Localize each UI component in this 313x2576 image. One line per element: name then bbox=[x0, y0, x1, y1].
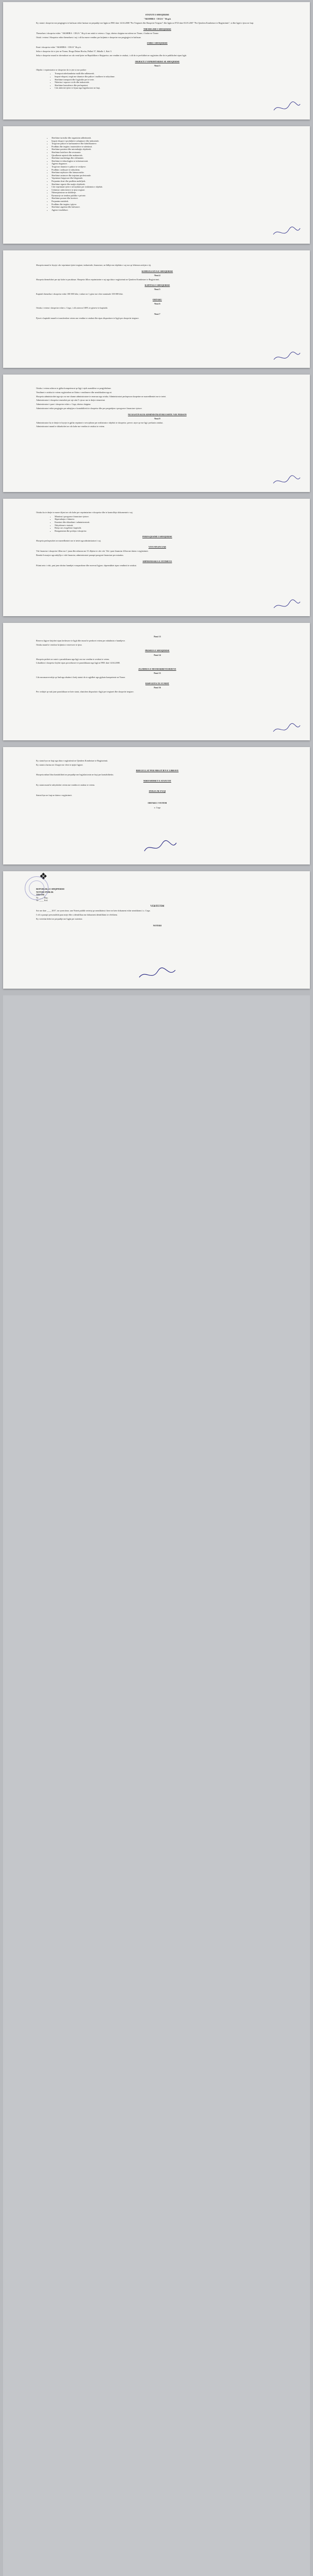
paragraph: Shoqeria perfaqesohet ne marredheniet me te tretet nga administratori i saj. bbox=[36, 539, 101, 543]
country-name: REPUBLIKA E SHQIPERISE bbox=[36, 888, 65, 890]
list-item: • Sherbime transporti dhe logjistike per te trete. bbox=[55, 78, 278, 81]
paragraph: Administratori i shoqerise emerohet per nje afat 5 vjecar me te drejte riemerimi. bbox=[36, 399, 106, 402]
document-page-6 bbox=[3, 623, 310, 740]
article-number: Neni 9 bbox=[154, 417, 160, 420]
paragraph: Shoqeria mban libra kontabiliteti ne perputhje me legjislacionin ne fuqi per kontabilitetin. bbox=[36, 773, 114, 776]
section-heading: VITI FINANCIAR bbox=[148, 546, 167, 549]
paragraph: Administratori ka te drejte te kryeje te gjitha veprimet e nevojshme per realizimin e objektit te shoqerise, pervec atyre qe me ligj i perkasin ortakut. bbox=[36, 421, 163, 424]
paragraph: Kapitali themeltar i shoqerise eshte 100 000 leke, i ndare ne 1 pjese me vlere nominale 100 000 leke. bbox=[36, 292, 124, 295]
section-heading: PERFAQESIMI I SHOQERISE bbox=[142, 535, 172, 538]
paragraph: Emri i shoqerise eshte "AKSHIRA - CEGA" Sh.p.k. bbox=[36, 46, 81, 49]
list-item: • Pjesmarrje ne tendera publike e private. bbox=[52, 194, 278, 197]
article-number: Neni 5 bbox=[154, 288, 160, 291]
document-page-5 bbox=[3, 499, 310, 616]
section-heading: NE RASTIN KUR ADMINISTRATORI ESHTE NJE PERSON bbox=[128, 413, 187, 416]
article-number: Neni 13 bbox=[154, 635, 161, 638]
signatory-name: z. Cega bbox=[154, 806, 161, 809]
list-item: • Ushtrimi i aktiviteteve te tjera tregtare. bbox=[52, 189, 278, 192]
paragraph: I cili u paraqit personalisht para meje dhe u identifikua me dokument identifikimi te vlefshem. bbox=[36, 913, 118, 916]
paragraph: Selia e shoqerise mund te zhvendoset ne cdo vend tjeter ne Republiken e Shqiperise, me vendim te ortakut, i cili do te perfshihet ne regjistrim dhe do te publikohet sipas ligjit. bbox=[36, 54, 187, 57]
list-item: • Sherbime turistike dhe organizim udhetimesh. bbox=[52, 137, 278, 140]
paragraph: Sot me date ____ 2017, ne zyren time, une Noteri publik vertetoj qe nenshkrimi i bere ne kete dokument eshte nenshkrimi i z. Cega. bbox=[36, 909, 151, 912]
paragraph: Statuti hyn ne fuqi ne daten e regjistrimit. bbox=[36, 793, 72, 796]
section-heading: OBJEKTI I VEPRIMTARISE SE SHOQERISE bbox=[135, 60, 180, 63]
document-page-2 bbox=[3, 126, 310, 244]
article-number: Neni 6 bbox=[154, 302, 160, 306]
list-item: • Sherbime te teknologjise se informacionit. bbox=[52, 160, 278, 163]
paragraph: Rezerva ligjore krijohet sipas kerkesave te ligjit dhe mund te perdoret vetem per mbulimin e humbjeve. bbox=[36, 639, 126, 642]
company-name-header: "AKSHIRA - CEGA " Sh.p.k bbox=[143, 18, 171, 21]
section-heading: PRISHJA E SHOQERISE bbox=[145, 649, 170, 652]
blank-page-area bbox=[3, 995, 310, 2576]
paragraph: Ortaku ka te drejte te marre dijeni ne cdo kohe per veprimtarine e shoqerise dhe te kontrolloje dokumentet e saj. bbox=[36, 511, 133, 514]
paragraph: Shoqeria administrohet nga nje ose me shume administratore te emeruar nga ortaku. Administratori perfaqeson shoqerine ne marredheniet me te tretet. bbox=[36, 395, 167, 398]
document-page-1 bbox=[3, 2, 310, 120]
paragraph: Themelues i shoqerise eshte: "AKSHIRA - CEGA " Sh.p.k me ortak te vetem z. Cega, shtetas shqiptar me adrese ne Tirane, i lindur ne Tirane. bbox=[36, 31, 159, 35]
list-item: • Prodhim dhe tregtim i materialeve te ndertimit. bbox=[52, 145, 278, 148]
paragraph: Ortaku i vetem ushtron te gjitha kompetencat qe ligji i njeh asamblese se pergjithshme. bbox=[36, 387, 111, 389]
list-item: • Transport nderkombetar malli dhe udhetaresh. bbox=[55, 72, 278, 75]
paragraph: Objekti i veprimtarise se shoqerise do te jete si me poshte: bbox=[36, 68, 87, 71]
paragraph: Per ceshtjet qe nuk jane parashikuar ne kete statut, zbatohen dispozitat e ligjit per tregtaret dhe shoqerite tregtare. bbox=[36, 690, 134, 693]
list-item: • Sherbime mjeksore dhe farmaceutike. bbox=[52, 171, 278, 174]
paragraph: Cdo mosmarreveshje qe lind nga zbatimi i ketij statuti do te zgjidhet nga gjykata kompetente ne Tirane. bbox=[36, 676, 126, 679]
list-item: • Shperndarja e fitimeve. bbox=[55, 518, 278, 521]
paragraph: Likuidimi i shoqerise kryhet sipas procedurave te parashikuara nga ligji nr.9901 date 14.04.2008. bbox=[36, 662, 120, 665]
paragraph: Ky statut u hartua ne 4 kopje me vlere te njejte ligjore. bbox=[36, 763, 84, 766]
list-item: • Sherbime arsimore dhe trajnime profesionale. bbox=[52, 174, 278, 177]
signature-mark bbox=[271, 598, 302, 613]
section-heading: NDRYSHIMET E STATUTIT bbox=[143, 779, 172, 783]
list-item: • Sherbime argetimi dhe kulturore. bbox=[52, 206, 278, 209]
activity-list bbox=[36, 137, 278, 211]
list-item: • Riorganizimi dhe prishja e shoqerise. bbox=[55, 530, 278, 533]
document-page-4 bbox=[3, 375, 310, 492]
list-item: • Cdo veprimtari tjeter e nevojshme per realizimin e objektit. bbox=[52, 185, 278, 189]
coat-of-arms-icon: ❖ bbox=[39, 871, 48, 882]
paragraph: Ortaku mund te vendose krijimin e rezervave te tjera. bbox=[36, 643, 83, 646]
article-number: Neni 14 bbox=[154, 653, 161, 656]
paragraph: Ky vertetim behet ne perputhje me ligjin per noterine. bbox=[36, 917, 83, 920]
signature-mark bbox=[271, 473, 302, 489]
article-number: Neni 4 bbox=[154, 274, 160, 277]
section-heading: DISPOZITA TE FUNDIT bbox=[145, 682, 170, 685]
article-number: Neni 15 bbox=[154, 672, 161, 675]
section-heading: EMRI I SHOQERISE bbox=[147, 42, 168, 45]
list-item: • Ndertim i veprave civile dhe industriale. bbox=[55, 81, 278, 84]
section-heading: KAPITALI I SHOQERISE bbox=[144, 284, 170, 287]
list-item: • Perpunim metalesh. bbox=[52, 200, 278, 203]
document-page-8 bbox=[3, 871, 310, 989]
document-page-3 bbox=[3, 250, 310, 368]
signature-mark bbox=[271, 100, 302, 115]
list-item: • Sherbime marketingu dhe reklamimi. bbox=[52, 157, 278, 160]
section-heading: ORTAKU bbox=[153, 298, 162, 301]
paragraph: Ortak i vetem i Shoqerise eshte themeluesi i saj i cili ka marre vendim per krijimin e shoqerise me pergjegjesi te kufizuar. bbox=[36, 36, 141, 39]
list-item: • Ndryshimet e statutit. bbox=[55, 524, 278, 527]
paragraph: Shoqeria themelohet per nje kohe te pacaktuar. Shoqeria fillon veprimtarine e saj nga data e regjistrimit ne Qendren Kombetare te Regjistrimit. bbox=[36, 278, 160, 281]
section-heading: THEMELIMI I SHOQERISE bbox=[143, 27, 171, 30]
paragraph: Fitimi neto i vitit, pasi jane zbritur humbjet e meparshme dhe rezervat ligjore, shperndahet sipas vendimit te ortakut. bbox=[36, 564, 137, 567]
notary-signature bbox=[137, 967, 178, 982]
list-item: • Miratimi i pasqyrave financiare vjetore. bbox=[55, 515, 278, 518]
collection-number: Nr. ____ Kol. bbox=[36, 899, 48, 902]
list-item: • Sherbime hoteliere dhe restorante. bbox=[52, 151, 278, 154]
list-item: • Import eksport i produkteve ushqimore dhe industriale. bbox=[52, 140, 278, 143]
list-item: • Perpunim druri dhe prodhim mobiljesh. bbox=[52, 180, 278, 183]
owner-signature bbox=[142, 840, 178, 855]
list-item: • Cdo aktivitet tjeter te lejuar nga legjislacioni ne fuqi. bbox=[55, 87, 278, 90]
paragraph: Shoqeria prishet ne rastet e parashikuara nga ligji ose me vendim te ortakut te vetem. bbox=[36, 657, 110, 660]
notary-stamp-inner bbox=[29, 880, 44, 896]
list-item: • Tregti me pakice te karburanteve dhe lubrifikanteve. bbox=[52, 142, 278, 145]
list-item: • Tregti me shumice e pakice te veshjeve. bbox=[52, 165, 278, 168]
paragraph: Ky statut mund te ndryshohet vetem me vendim te ortakut te vetem. bbox=[36, 784, 95, 787]
competence-list bbox=[36, 515, 278, 533]
section-heading: RREGULLAT PER MBAJTJEN E LIBRAVE bbox=[136, 769, 179, 772]
paragraph: Brenda 6 muajve nga mbyllja e vitit financiar, administratori paraqet pasqyrat financiare per miratim. bbox=[36, 553, 124, 556]
signature-mark bbox=[271, 349, 302, 365]
list-item: • Sherbime postare dhe korriere. bbox=[52, 197, 278, 200]
list-item: • Import-eksport, tregti me shumice dhe pakice i mallrave te ndryshme. bbox=[55, 75, 278, 78]
notary-office: NOTERI PUBLIK bbox=[36, 890, 54, 893]
signature-mark bbox=[271, 225, 302, 241]
section-heading: ZGJIDHJA E MOSMARREVESHJEVE bbox=[138, 668, 176, 671]
list-item: • Agjenci imobiliare. bbox=[52, 209, 278, 212]
list-item: • Ndermjetesime ne shitblerje. bbox=[52, 191, 278, 194]
statute-header-title: STATUTI I SHOQERISE bbox=[145, 13, 170, 16]
paragraph: Viti financiar i shoqerise fillon me 1 janar dhe mbaron me 31 dhjetor te cdo viti. Viti i pare financiar fillon me daten e regjistrimit. bbox=[36, 550, 149, 553]
list-item: • Qiradhenie mjetesh dhe makinerish. bbox=[52, 154, 278, 157]
list-item: • Prodhim i artikujve te ndryshem. bbox=[52, 168, 278, 172]
signature-mark bbox=[271, 722, 302, 737]
notary-sign-label: NOTERI bbox=[153, 924, 162, 927]
paragraph: Administratori eshte pergjegjes per mbajtjen e kontabilitetit te shoqerise dhe per pergatitjen e pasqyrave financiare vjetore. bbox=[36, 406, 142, 410]
paragraph: Administratori mund te shkarkohet ne cdo kohe me vendim te ortakut te vetem. bbox=[36, 425, 105, 428]
paragraph: Vendimet e ortakut te vetem regjistrohen ne librin e vendimeve dhe nenshkruhen nga ai. bbox=[36, 391, 112, 394]
paragraph: Ortaku i vetem i shoqerise eshte z. Cega, i cili zoteron 100% te pjeseve te kapitalit. bbox=[36, 307, 108, 310]
article-number: Neni 7 bbox=[154, 312, 160, 315]
paragraph: Selia e shoqerise do te jete ne Tirane, Rruga Dritan Hoxha, Pallati 37, Shkalla 1, Kati 3. bbox=[36, 50, 112, 53]
list-item: • Rritja ose zvogelimi i kapitalit. bbox=[55, 527, 278, 530]
list-item: • Sherbime pastrimi dhe mirembajtje objektesh. bbox=[52, 148, 278, 151]
article-number: Neni 16 bbox=[154, 686, 161, 689]
section-heading: KOHEZGJATJA E SHOQERISE bbox=[141, 269, 173, 273]
paragraph: Pjeset e kapitalit mund te transferohen vetem me vendim te ortakut dhe sipas dispozitave te ligjit per shoqerite tregtare. bbox=[36, 317, 139, 320]
list-item: • Veprimtari bujqesore dhe blegtorale. bbox=[52, 177, 278, 180]
article-number: Neni 3 bbox=[154, 64, 160, 67]
statute-intro: Ky statut i shoqerise me pergjegjesi te kufizuar eshte hartuar ne perputhje me ligjin nr.9901 date 14.04.2008 "Per Tregtaret dhe Shoqerite Tregtare" dhe ligjin nr.9723 date 03.05.2007 "Per Qendren Kombetare te Regjistrimit", si dhe ligjet e tjera ne fuqi. bbox=[36, 22, 254, 25]
activity-list bbox=[36, 72, 278, 90]
section-heading: HYRJA NE FUQI bbox=[149, 789, 166, 792]
section-heading: SHPERNDARJA E FITIMEVE bbox=[142, 560, 172, 563]
certificate-title: VERTETIM bbox=[150, 905, 164, 908]
paragraph: Administratori i pare i shoqerise eshte z. Cega, shtetas shqiptar. bbox=[36, 403, 91, 406]
list-item: • Sherbime sigurie dhe ruajtje objektesh. bbox=[52, 183, 278, 186]
repertory-number: Nr. ____ Rep. bbox=[36, 896, 48, 899]
list-item: • Emerimi dhe shkarkimi i administratorit. bbox=[55, 521, 278, 524]
list-item: • Sherbime konsulence dhe perfaqesimi. bbox=[55, 84, 278, 87]
list-item: • Agjensi doganore. bbox=[52, 162, 278, 165]
signatory-title: ORTAKU I VETEM bbox=[147, 802, 167, 805]
list-item: • Prodhim dhe tregtim i pijeve. bbox=[52, 203, 278, 206]
paragraph: Ky statut hyn ne fuqi nga data e regjistrimit ne Qendren Kombetare te Regjistrimit. bbox=[36, 759, 108, 762]
notary-city: TIRANE bbox=[36, 893, 45, 896]
paragraph: Shoqeria mund te kryeje cdo veprimtari tjeter tregtare, industriale, financiare, ne lidhje me objektin e saj ose qe lehteson arritjen e tij. bbox=[36, 264, 152, 266]
document-page-7 bbox=[3, 747, 310, 865]
